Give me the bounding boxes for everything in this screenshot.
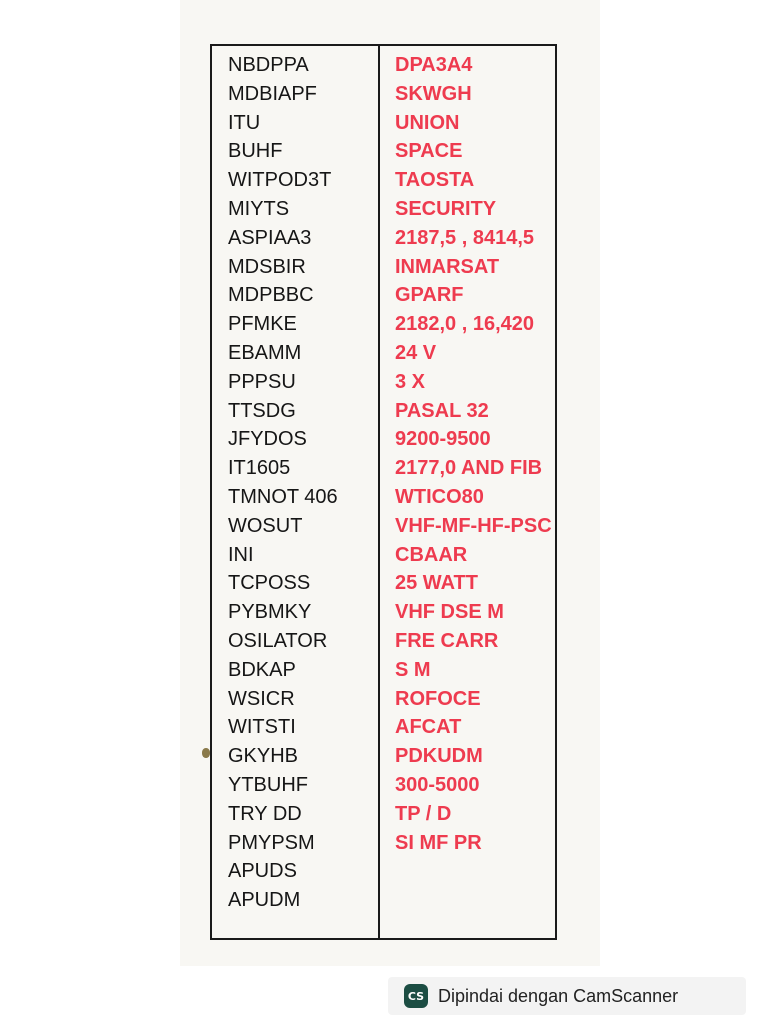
answer-table	[210, 44, 557, 940]
left-cell: PPPSU	[228, 370, 296, 393]
right-cell: PDKUDM	[395, 745, 483, 768]
right-cell: 9200-9500	[395, 428, 491, 451]
right-cell: SI MF PR	[395, 831, 482, 854]
left-cell: BUHF	[228, 140, 283, 163]
column-divider	[378, 46, 380, 938]
right-cell: ROFOCE	[395, 687, 481, 710]
left-cell: MDPBBC	[228, 284, 314, 307]
left-cell: MDSBIR	[228, 255, 306, 278]
left-cell: MDBIAPF	[228, 82, 317, 105]
right-cell: SPACE	[395, 140, 463, 163]
staple-mark	[202, 748, 210, 758]
right-cell: 3 X	[395, 370, 426, 393]
right-cell: CBAAR	[395, 543, 468, 566]
left-cell: APUDM	[228, 889, 301, 912]
right-cell: PASAL 32	[395, 399, 489, 422]
left-cell: TTSDG	[228, 399, 296, 422]
left-cell: JFYDOS	[228, 428, 307, 451]
right-cell: TP / D	[395, 802, 452, 825]
right-cell: 300-5000	[395, 773, 480, 796]
left-cell: YTBUHF	[228, 773, 308, 796]
camscanner-watermark	[388, 977, 746, 1015]
left-cell: EBAMM	[228, 341, 302, 364]
right-cell: UNION	[395, 111, 460, 134]
right-cell: DPA3A4	[395, 54, 473, 76]
left-cell: WITSTI	[228, 716, 296, 739]
right-cell: TAOSTA	[395, 169, 475, 192]
right-cell: 2182,0 , 16,420	[395, 313, 535, 336]
right-cell: SECURITY	[395, 197, 497, 220]
left-cell: PMYPSM	[228, 831, 315, 854]
left-cell: APUDS	[228, 860, 297, 883]
right-cell: AFCAT	[395, 716, 462, 739]
right-cell: S M	[395, 658, 431, 681]
left-cell: WITPOD3T	[228, 169, 332, 192]
left-cell: IT1605	[228, 457, 291, 480]
left-cell: ASPIAA3	[228, 226, 312, 249]
right-cell: VHF DSE M	[395, 601, 504, 624]
right-cell: 2177,0 AND FIB	[395, 457, 543, 480]
left-column	[228, 51, 338, 915]
right-cell: 24 V	[395, 341, 437, 364]
watermark-text: Dipindai dengan CamScanner	[438, 985, 679, 1006]
left-cell: INI	[228, 543, 254, 566]
right-cell: 25 WATT	[395, 572, 478, 595]
left-cell: NBDPPA	[228, 54, 309, 76]
right-cell: WTICO80	[395, 485, 484, 508]
left-cell: PYBMKY	[228, 601, 312, 624]
right-cell: GPARF	[395, 284, 464, 307]
left-cell: MIYTS	[228, 197, 290, 220]
right-cell: SKWGH	[395, 82, 472, 105]
right-cell: 2187,5 , 8414,5	[395, 226, 535, 249]
left-cell: OSILATOR	[228, 629, 328, 652]
left-cell: GKYHB	[228, 745, 299, 768]
left-cell: WSICR	[228, 687, 295, 710]
left-cell: PFMKE	[228, 313, 297, 336]
left-cell: ITU	[228, 111, 261, 134]
left-cell: TMNOT 406	[228, 485, 338, 508]
camscanner-cs-icon: CS	[404, 984, 428, 1008]
right-cell: VHF-MF-HF-PSC	[395, 514, 552, 537]
left-cell: TCPOSS	[228, 572, 311, 595]
right-cell: FRE CARR	[395, 629, 499, 652]
left-cell: BDKAP	[228, 658, 296, 681]
left-cell: WOSUT	[228, 514, 303, 537]
right-column	[395, 51, 552, 857]
right-cell: INMARSAT	[395, 255, 500, 278]
left-cell: TRY DD	[228, 802, 302, 825]
